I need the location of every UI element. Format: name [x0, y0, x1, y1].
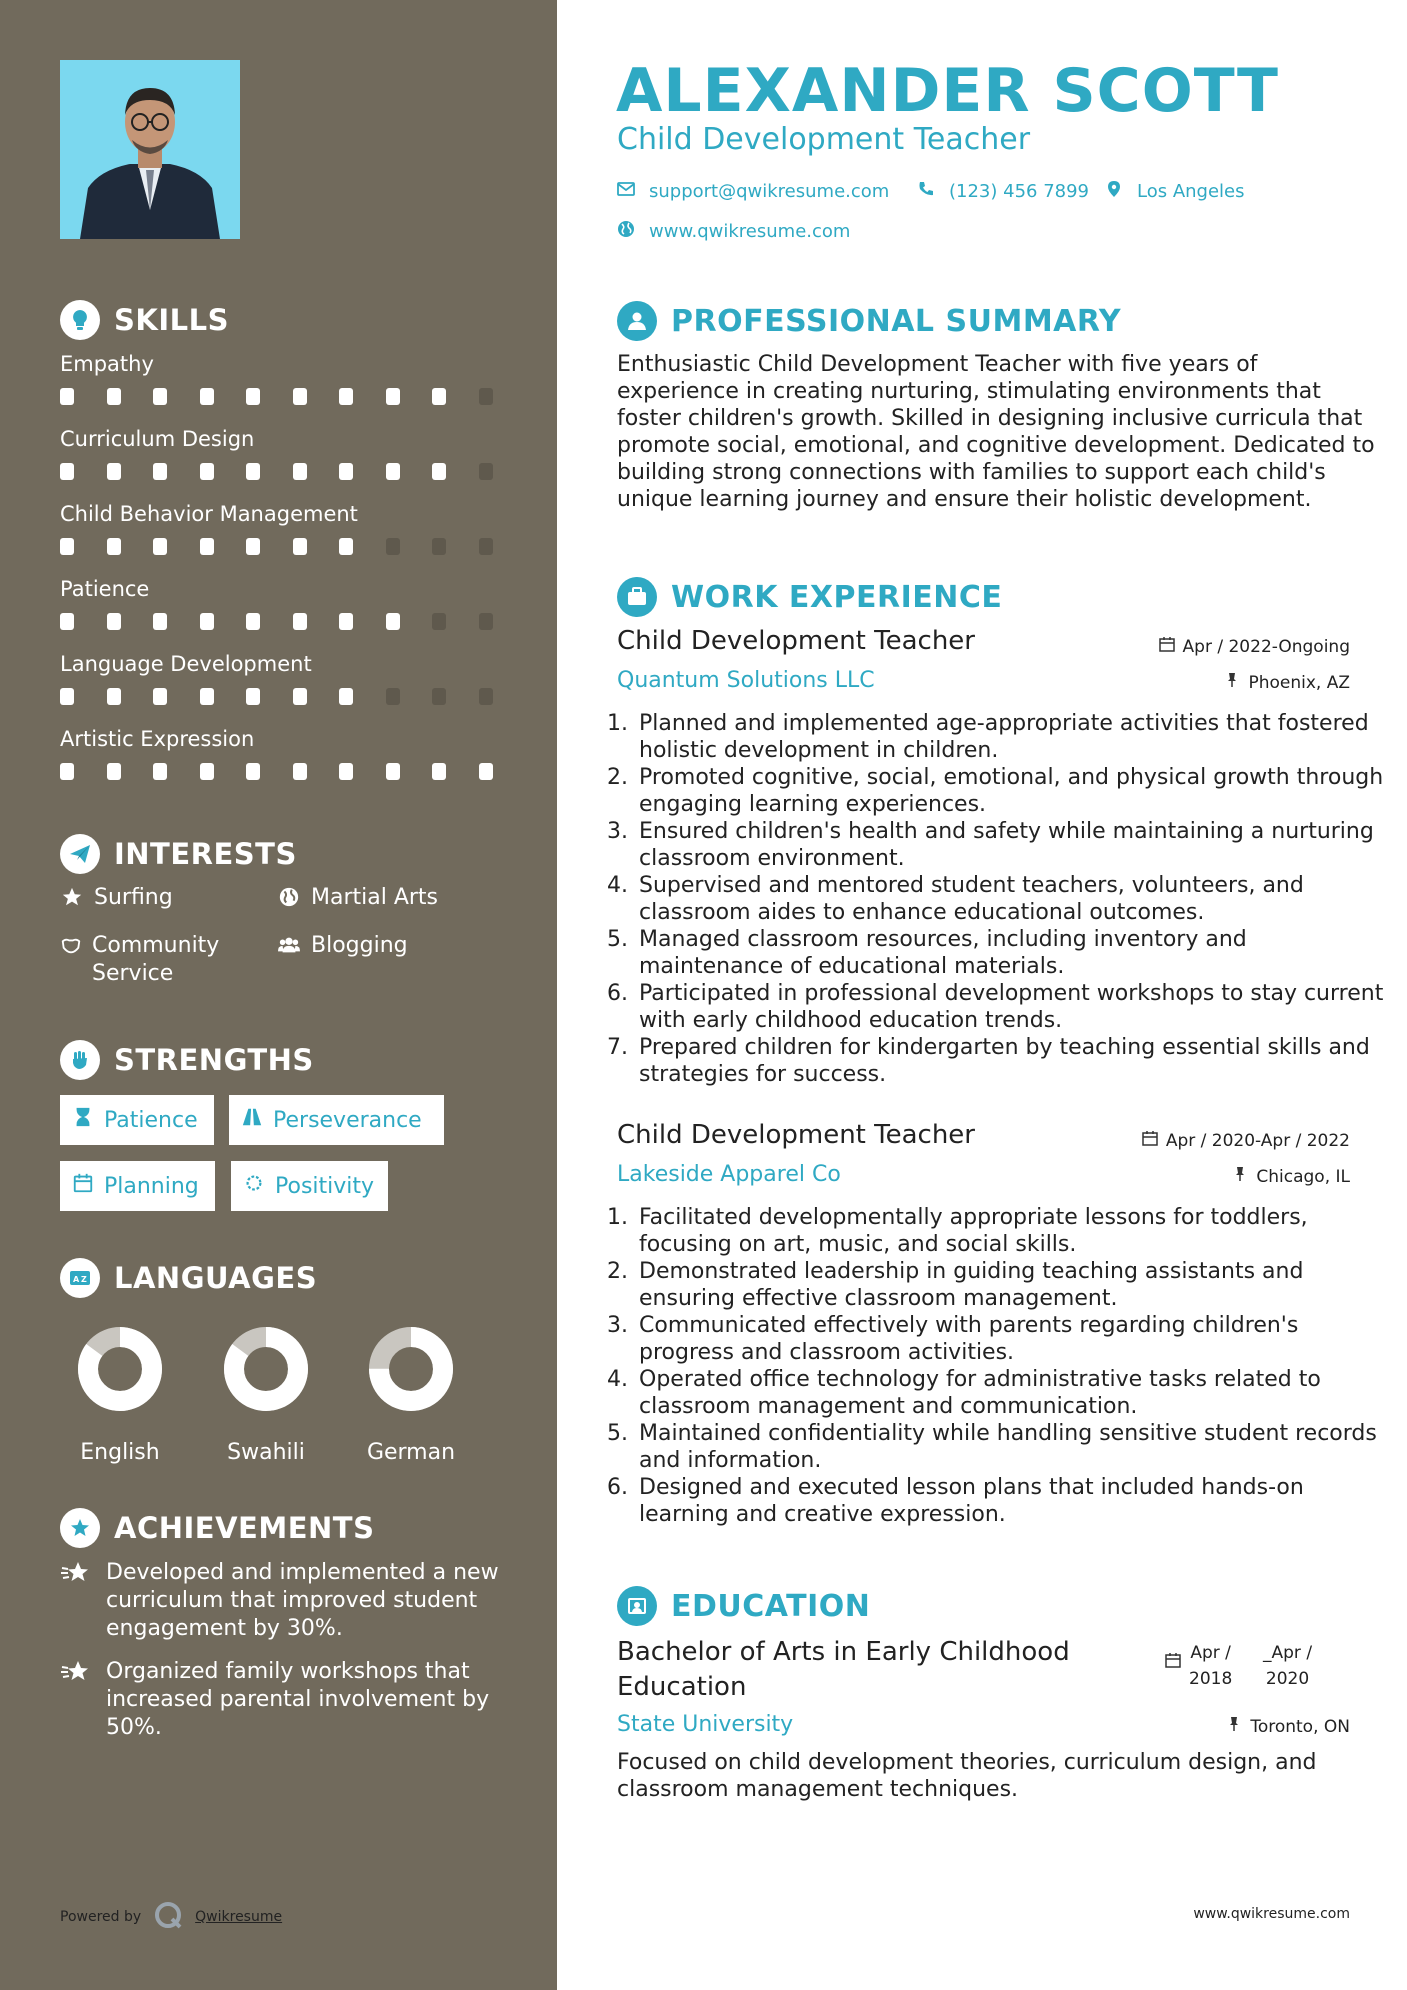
skill-dot — [386, 688, 400, 705]
skill-dot — [293, 613, 307, 630]
skill-rating — [60, 613, 500, 633]
achievement-item: Organized family workshops that increased parental involvement by 50%. — [60, 1658, 500, 1742]
svg-text:A: A — [73, 1275, 80, 1284]
hourglass-icon — [72, 1106, 94, 1134]
contact-website[interactable]: www.qwikresume.com — [617, 220, 850, 243]
skills-title: SKILLS — [114, 303, 229, 337]
strengths-title: STRENGTHS — [114, 1043, 314, 1077]
strengths-heading — [60, 1040, 314, 1080]
job-title: Child Development Teacher — [617, 626, 975, 656]
users-icon — [277, 932, 301, 960]
skill-dot — [153, 613, 167, 630]
skill-dot — [479, 463, 493, 480]
fist-icon — [60, 1040, 100, 1080]
skill-item — [60, 352, 500, 408]
pin-icon — [1232, 1166, 1248, 1187]
job-bullet: 6. Designed and executed lesson plans that included hands-on learning and creative expression. — [635, 1474, 1395, 1528]
skill-dot — [339, 763, 353, 780]
skill-dot — [153, 688, 167, 705]
skill-dot — [246, 463, 260, 480]
contact-location: Los Angeles — [1105, 180, 1245, 203]
skill-dot — [432, 763, 446, 780]
skill-dot — [107, 463, 121, 480]
job-location: Phoenix, AZ — [1224, 672, 1350, 693]
main-content — [557, 0, 1407, 1990]
skill-dot — [153, 388, 167, 405]
skill-dot — [107, 538, 121, 555]
skill-dot — [479, 763, 493, 780]
road-icon — [241, 1106, 263, 1134]
language-proficiency-ring — [77, 1326, 163, 1412]
sidebar — [0, 0, 557, 1990]
job-bullet: 3. Ensured children's health and safety while maintaining a nurturing classroom environment. — [635, 818, 1395, 872]
skill-dot — [339, 688, 353, 705]
skill-dot — [60, 388, 74, 405]
company-name: Lakeside Apparel Co — [617, 1162, 841, 1187]
job-date: Apr / 2022-Ongoing — [1159, 636, 1350, 657]
skill-dot — [107, 688, 121, 705]
job-bullet: 2. Demonstrated leadership in guiding teaching assistants and ensuring effective classroom management. — [635, 1258, 1395, 1312]
skill-dot — [479, 613, 493, 630]
strength-chip: Positivity — [231, 1161, 388, 1211]
job-bullet: 2. Promoted cognitive, social, emotional, and physical growth through engaging learning experiences. — [635, 764, 1395, 818]
skill-dot — [339, 463, 353, 480]
calendar-icon — [1159, 636, 1175, 657]
graduation-icon — [617, 1586, 657, 1626]
skill-item — [60, 652, 500, 708]
language-proficiency-ring — [368, 1326, 454, 1412]
phone-icon — [917, 180, 935, 203]
degree-title: Bachelor of Arts in Early Childhood Education — [617, 1637, 1070, 1702]
job-bullet: 1. Planned and implemented age-appropriate activities that fostered holistic development in children. — [635, 710, 1395, 764]
skill-dot — [293, 538, 307, 555]
language-icon — [60, 1258, 100, 1298]
skill-dot — [386, 388, 400, 405]
skill-dot — [386, 463, 400, 480]
job-bullet: 4. Supervised and mentored student teachers, volunteers, and classroom aides to enhance educational outcomes. — [635, 872, 1395, 926]
language-item — [356, 1326, 466, 1465]
skill-dot — [200, 538, 214, 555]
skill-dot — [386, 763, 400, 780]
job-bullets — [617, 710, 1395, 1088]
globe-icon — [277, 884, 301, 912]
language-name: German — [366, 1440, 456, 1465]
language-item — [211, 1326, 321, 1465]
language-item — [65, 1326, 175, 1465]
skill-dot — [246, 538, 260, 555]
company-name: Quantum Solutions LLC — [617, 668, 875, 693]
skill-rating — [60, 763, 500, 783]
skill-dot — [246, 763, 260, 780]
education-end-date: _Apr / 2020 — [1263, 1643, 1313, 1689]
achievement-item: Developed and implemented a new curriculum that improved student engagement by 30%. — [60, 1559, 500, 1643]
achievements-heading — [60, 1508, 374, 1548]
job-bullet: 6. Participated in professional development workshops to stay current with early childhood education trends. — [635, 980, 1395, 1034]
skill-dot — [60, 763, 74, 780]
school-name: State University — [617, 1712, 794, 1737]
profile-photo — [60, 60, 240, 239]
shooting-star-icon — [60, 1559, 92, 1643]
skills-heading — [60, 300, 229, 340]
qwikresume-link[interactable]: Qwikresume — [195, 1909, 283, 1925]
skill-name: Empathy — [60, 352, 154, 376]
interests-title: INTERESTS — [114, 837, 297, 871]
skill-name: Patience — [60, 577, 150, 601]
skill-dot — [432, 463, 446, 480]
skill-dot — [293, 688, 307, 705]
powered-by: Powered by Qwikresume — [60, 1900, 282, 1934]
strength-chip: Perseverance — [229, 1095, 444, 1145]
interests-heading — [60, 834, 297, 874]
skill-dot — [432, 538, 446, 555]
skill-name: Child Behavior Management — [60, 502, 358, 526]
skill-dot — [339, 613, 353, 630]
skill-dot — [107, 388, 121, 405]
skill-dot — [339, 388, 353, 405]
education-location: Toronto, ON — [1226, 1716, 1350, 1737]
summary-heading: PROFESSIONAL SUMMARY — [617, 301, 1121, 341]
skill-item — [60, 577, 500, 633]
skill-dot — [293, 763, 307, 780]
skill-dot — [432, 613, 446, 630]
candidate-name: ALEXANDER SCOTT — [616, 56, 1279, 126]
job-location: Chicago, IL — [1232, 1166, 1350, 1187]
job-bullet: 5. Managed classroom resources, including inventory and maintenance of educational materials. — [635, 926, 1395, 980]
skill-dot — [107, 763, 121, 780]
skill-dot — [432, 388, 446, 405]
skill-dot — [386, 613, 400, 630]
pin-icon — [1226, 1716, 1242, 1737]
skill-dot — [386, 538, 400, 555]
strength-chip: Planning — [60, 1161, 215, 1211]
education-start-date: Apr / 2018 — [1189, 1643, 1233, 1689]
skill-dot — [153, 463, 167, 480]
skill-item — [60, 727, 500, 783]
job-date: Apr / 2020-Apr / 2022 — [1142, 1130, 1350, 1151]
contact-phone[interactable]: (123) 456 7899 — [917, 180, 1089, 203]
skill-name: Artistic Expression — [60, 727, 255, 751]
language-name: English — [80, 1440, 160, 1465]
paper-plane-icon — [60, 834, 100, 874]
language-proficiency-ring — [223, 1326, 309, 1412]
map-pin-icon — [1105, 180, 1123, 203]
experience-heading: WORK EXPERIENCE — [617, 577, 1002, 617]
education-heading: EDUCATION — [617, 1586, 870, 1626]
shooting-star-icon — [60, 1658, 92, 1742]
calendar-icon — [1165, 1652, 1181, 1672]
job-bullets — [617, 1204, 1395, 1528]
interest-item: Surfing — [60, 884, 173, 912]
skill-dot — [153, 763, 167, 780]
user-icon — [617, 301, 657, 341]
footer-website[interactable]: www.qwikresume.com — [1193, 1906, 1350, 1922]
skill-dot — [60, 463, 74, 480]
skill-dot — [200, 688, 214, 705]
language-name: Swahili — [227, 1440, 305, 1465]
interest-item: Community Service — [60, 932, 260, 988]
trophy-star-icon — [60, 1508, 100, 1548]
skill-dot — [339, 538, 353, 555]
sun-icon — [243, 1172, 265, 1200]
skill-dot — [107, 613, 121, 630]
skill-dot — [246, 388, 260, 405]
skill-rating — [60, 688, 500, 708]
skill-dot — [293, 463, 307, 480]
qwikresume-logo-icon — [153, 1900, 183, 1934]
skill-rating — [60, 388, 500, 408]
skill-dot — [60, 538, 74, 555]
lightbulb-icon — [60, 300, 100, 340]
skill-dot — [200, 463, 214, 480]
skill-item — [60, 502, 500, 558]
envelope-icon — [617, 180, 635, 203]
languages-heading — [60, 1258, 317, 1298]
skill-dot — [200, 388, 214, 405]
contact-email[interactable]: support@qwikresume.com — [617, 180, 889, 203]
strength-chip: Patience — [60, 1095, 214, 1145]
skill-dot — [246, 613, 260, 630]
skill-dot — [293, 388, 307, 405]
skill-dot — [432, 688, 446, 705]
skill-dot — [60, 613, 74, 630]
globe-icon — [617, 220, 635, 243]
skill-dot — [479, 538, 493, 555]
calendar-icon — [72, 1172, 94, 1200]
achievements-title: ACHIEVEMENTS — [114, 1511, 375, 1545]
pin-icon — [1224, 672, 1240, 693]
interest-item: Blogging — [277, 932, 408, 960]
skill-dot — [479, 388, 493, 405]
skill-item — [60, 427, 500, 483]
job-title: Child Development Teacher — [617, 1120, 975, 1150]
skill-dot — [200, 763, 214, 780]
skill-dot — [153, 538, 167, 555]
education-description: Focused on child development theories, curriculum design, and classroom management techniques. — [617, 1750, 1317, 1802]
job-bullet: 5. Maintained confidentiality while handling sensitive student records and information. — [635, 1420, 1395, 1474]
interest-item: Martial Arts — [277, 884, 438, 912]
candidate-role: Child Development Teacher — [617, 122, 1031, 157]
job-bullet: 3. Communicated effectively with parents regarding children's progress and classroom activities. — [635, 1312, 1395, 1366]
skill-dot — [60, 688, 74, 705]
handshake-icon — [60, 932, 82, 988]
skill-name: Curriculum Design — [60, 427, 255, 451]
job-bullet: 4. Operated office technology for administrative tasks related to classroom management and communication. — [635, 1366, 1395, 1420]
skill-dot — [246, 688, 260, 705]
skill-dot — [200, 613, 214, 630]
calendar-icon — [1142, 1130, 1158, 1151]
svg-text:Z: Z — [81, 1275, 88, 1284]
languages-title: LANGUAGES — [114, 1261, 318, 1295]
job-bullet: 7. Prepared children for kindergarten by teaching essential skills and strategies for success. — [635, 1034, 1395, 1088]
briefcase-icon — [617, 577, 657, 617]
star-icon — [60, 884, 84, 912]
skill-dot — [479, 688, 493, 705]
skill-rating — [60, 538, 500, 558]
skill-name: Language Development — [60, 652, 312, 676]
job-bullet: 1. Facilitated developmentally appropriate lessons for toddlers, focusing on art, music, and social skills. — [635, 1204, 1395, 1258]
summary-text: Enthusiastic Child Development Teacher with five years of experience in creating nurturing, stimulating environments that foster children's growth. Skilled in designing inclusive curricula that promote social, emotional, and cognitive development. Dedicated to building strong connections with families to support each child's unique learning journey and ensure their holistic development. — [617, 352, 1375, 512]
skill-rating — [60, 463, 500, 483]
